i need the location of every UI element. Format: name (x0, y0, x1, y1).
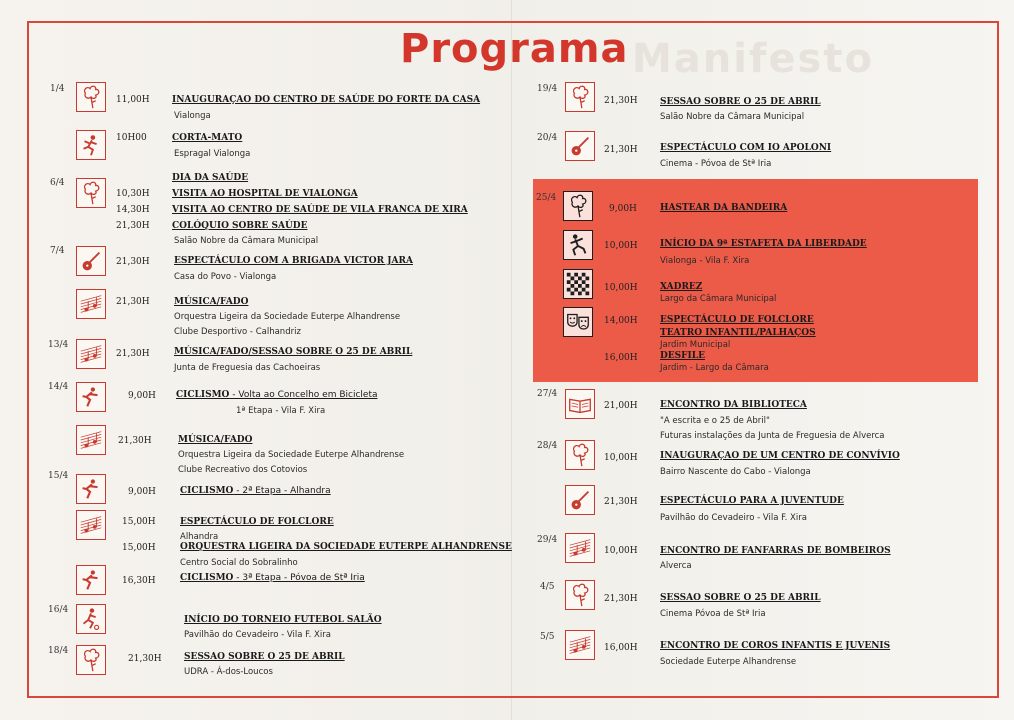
event-time: 21,30H (116, 349, 150, 359)
date-label: 6/4 (50, 178, 65, 188)
cyclist-icon (76, 474, 106, 504)
carnation-icon (565, 82, 595, 112)
event-time: 21,30H (604, 96, 638, 106)
event-time: 21,30H (604, 497, 638, 507)
carnation-icon (76, 645, 106, 675)
event-venue: Vialonga - Vila F. Xira (660, 256, 750, 266)
event-title: SESSAO SOBRE O 25 DE ABRIL (660, 593, 821, 603)
event-time: 9,00H (609, 204, 637, 214)
carnation-icon (565, 440, 595, 470)
event-time: 15,00H (122, 543, 156, 553)
event-title: INÍCIO DO TORNEIO FUTEBOL SALÃO (184, 615, 382, 625)
event-venue: 1ª Etapa - Vila F. Xira (236, 406, 326, 416)
event-time: 21,30H (116, 221, 150, 231)
event-venue: Orquestra Ligeira da Sociedade Euterpe Alhandrense (174, 312, 401, 322)
event-venue: Centro Social do Sobralinho (180, 558, 298, 568)
event-venue: Casa do Povo - Vialonga (174, 272, 277, 282)
date-label: 14/4 (48, 382, 69, 392)
event-title: MÚSICA/FADO (178, 435, 253, 445)
event-venue: Largo da Câmara Municipal (660, 294, 777, 304)
cyclist-icon (76, 382, 106, 412)
event-venue: Jardim - Largo da Câmara (660, 363, 769, 373)
event-title: COLÓQUIO SOBRE SAÚDE (172, 221, 308, 231)
date-label: 18/4 (48, 646, 69, 656)
event-title: ESPECTÁCULO DE FOLCLORE (660, 315, 814, 325)
event-time: 9,00H (128, 487, 156, 497)
event-title: ESPECTÁCULO DE FOLCLORE (180, 517, 334, 527)
carnation-icon (76, 178, 106, 208)
music-notes-icon (565, 533, 595, 563)
event-title: DIA DA SAÚDE (172, 173, 249, 183)
event-time: 10,00H (604, 283, 638, 293)
football-icon (76, 604, 106, 634)
music-notes-icon (76, 339, 106, 369)
event-venue: UDRA - Á-dos-Loucos (184, 667, 273, 677)
event-venue: Pavilhão do Cevadeiro - Vila F. Xira (660, 513, 807, 523)
event-venue: Cinema - Póvoa de Stª Iria (660, 159, 772, 169)
event-time: 21,30H (128, 654, 162, 664)
event-detail: - 2ª Etapa - Alhandra (233, 486, 331, 496)
event-venue: Orquestra Ligeira da Sociedade Euterpe Alhandrense (178, 450, 405, 460)
event-time: 14,30H (116, 205, 150, 215)
music-notes-icon (76, 510, 106, 540)
event-time: 21,30H (116, 297, 150, 307)
date-label: 20/4 (537, 133, 558, 143)
page-title: Programa (400, 26, 629, 72)
date-label: 29/4 (537, 535, 558, 545)
event-title: SESSAO SOBRE O 25 DE ABRIL (660, 97, 821, 107)
event-detail: - 3ª Etapa - Póvoa de Stª Iria (233, 573, 365, 583)
event-title: ORQUESTRA LIGEIRA DA SOCIEDADE EUTERPE ALHANDRENSE (180, 542, 512, 552)
event-title: CORTA-MATO (172, 133, 243, 143)
event-venue: Pavilhão do Cevadeiro - Vila F. Xira (184, 630, 331, 640)
event-venue: Salão Nobre da Câmara Municipal (174, 236, 319, 246)
ghost-title: Manifesto (632, 36, 874, 82)
event-venue: Alhandra (180, 532, 219, 542)
event-title: ESPECTÁCULO COM IO APOLONI (660, 143, 832, 153)
date-label: 28/4 (537, 441, 558, 451)
guitar-icon (565, 131, 595, 161)
event-title: ENCONTRO DE FANFARRAS DE BOMBEIROS (660, 546, 891, 556)
event-title: CICLISMO - 3ª Etapa - Póvoa de Stª Iria (180, 573, 365, 583)
music-notes-icon (76, 425, 106, 455)
date-label: 16/4 (48, 605, 69, 615)
guitar-icon (76, 246, 106, 276)
event-time: 10H00 (116, 133, 147, 143)
event-time: 21,30H (118, 436, 152, 446)
event-title: MÚSICA/FADO/SESSAO SOBRE O 25 DE ABRIL (174, 347, 413, 357)
event-detail: - Volta ao Concelho em Bicicleta (229, 390, 378, 400)
event-title: TEATRO INFANTIL/PALHAÇOS (660, 328, 816, 338)
event-time: 10,00H (604, 546, 638, 556)
event-venue: Sociedade Euterpe Alhandrense (660, 657, 797, 667)
event-title: HASTEAR DA BANDEIRA (660, 203, 788, 213)
carnation-icon (565, 580, 595, 610)
runner-icon (76, 130, 106, 160)
relay-runner-icon (563, 230, 593, 260)
event-title: SESSAO SOBRE O 25 DE ABRIL (184, 652, 345, 662)
event-time: 15,00H (122, 517, 156, 527)
event-title: CICLISMO - Volta ao Concelho em Bicicleta (176, 390, 378, 400)
event-title: INAUGURAÇAO DO CENTRO DE SAÚDE DO FORTE DA CASA (172, 95, 481, 105)
event-venue: Junta de Freguesia das Cachoeiras (174, 363, 321, 373)
event-time: 10,30H (116, 189, 150, 199)
event-title: ESPECTÁCULO PARA A JUVENTUDE (660, 496, 844, 506)
event-time: 16,00H (604, 353, 638, 363)
event-title: ENCONTRO DA BIBLIOTECA (660, 400, 807, 410)
date-label: 4/5 (540, 582, 555, 592)
chessboard-icon (563, 269, 593, 299)
event-time: 21,00H (604, 401, 638, 411)
event-title: CICLISMO - 2ª Etapa - Alhandra (180, 486, 331, 496)
event-title: VISITA AO CENTRO DE SAÚDE DE VILA FRANCA DE XIRA (172, 205, 468, 215)
carnation-icon (563, 191, 593, 221)
event-venue: Clube Recreativo dos Cotovios (178, 465, 308, 475)
date-label: 15/4 (48, 471, 69, 481)
event-title: DESFILE (660, 351, 705, 361)
event-time: 10,00H (604, 241, 638, 251)
book-icon (565, 389, 595, 419)
carnation-icon (76, 82, 106, 112)
event-venue: Vialonga (174, 111, 211, 121)
event-venue: Alverca (660, 561, 692, 571)
date-label: 5/5 (540, 632, 555, 642)
event-title: XADREZ (660, 282, 703, 292)
theater-masks-icon (563, 307, 593, 337)
guitar-icon (565, 485, 595, 515)
date-label: 13/4 (48, 340, 69, 350)
event-venue: Futuras instalações da Junta de Freguesia de Alverca (660, 431, 885, 441)
music-notes-icon (76, 289, 106, 319)
event-venue: Salão Nobre da Câmara Municipal (660, 112, 805, 122)
event-title: ESPECTÁCULO COM A BRIGADA VICTOR JARA (174, 256, 413, 266)
event-time: 10,00H (604, 453, 638, 463)
event-title: ENCONTRO DE COROS INFANTIS E JUVENIS (660, 641, 891, 651)
event-title: VISITA AO HOSPITAL DE VIALONGA (172, 189, 358, 199)
event-title: INÍCIO DA 9ª ESTAFETA DA LIBERDADE (660, 239, 867, 249)
event-venue: Clube Desportivo - Calhandriz (174, 327, 301, 337)
event-venue: "A escrita e o 25 de Abril" (660, 416, 770, 426)
event-time: 9,00H (128, 391, 156, 401)
event-time: 14,00H (604, 316, 638, 326)
event-time: 21,30H (116, 257, 150, 267)
date-label: 7/4 (50, 246, 65, 256)
event-time: 21,30H (604, 145, 638, 155)
date-label: 27/4 (537, 389, 558, 399)
event-time: 21,30H (604, 594, 638, 604)
date-label: 1/4 (50, 84, 65, 94)
event-venue: Cinema Póvoa de Stª Iria (660, 609, 766, 619)
event-time: 16,00H (604, 643, 638, 653)
event-time: 16,30H (122, 576, 156, 586)
event-title: INAUGURAÇAO DE UM CENTRO DE CONVÍVIO (660, 451, 900, 461)
date-label: 19/4 (537, 84, 558, 94)
music-notes-icon (565, 630, 595, 660)
cyclist-icon (76, 565, 106, 595)
date-label: 25/4 (536, 193, 557, 203)
event-title: MÚSICA/FADO (174, 297, 249, 307)
event-venue: Jardim Municipal (660, 340, 731, 350)
event-venue: Bairro Nascente do Cabo - Vialonga (660, 467, 811, 477)
event-time: 11,00H (116, 95, 150, 105)
event-venue: Espragal Vialonga (174, 149, 251, 159)
